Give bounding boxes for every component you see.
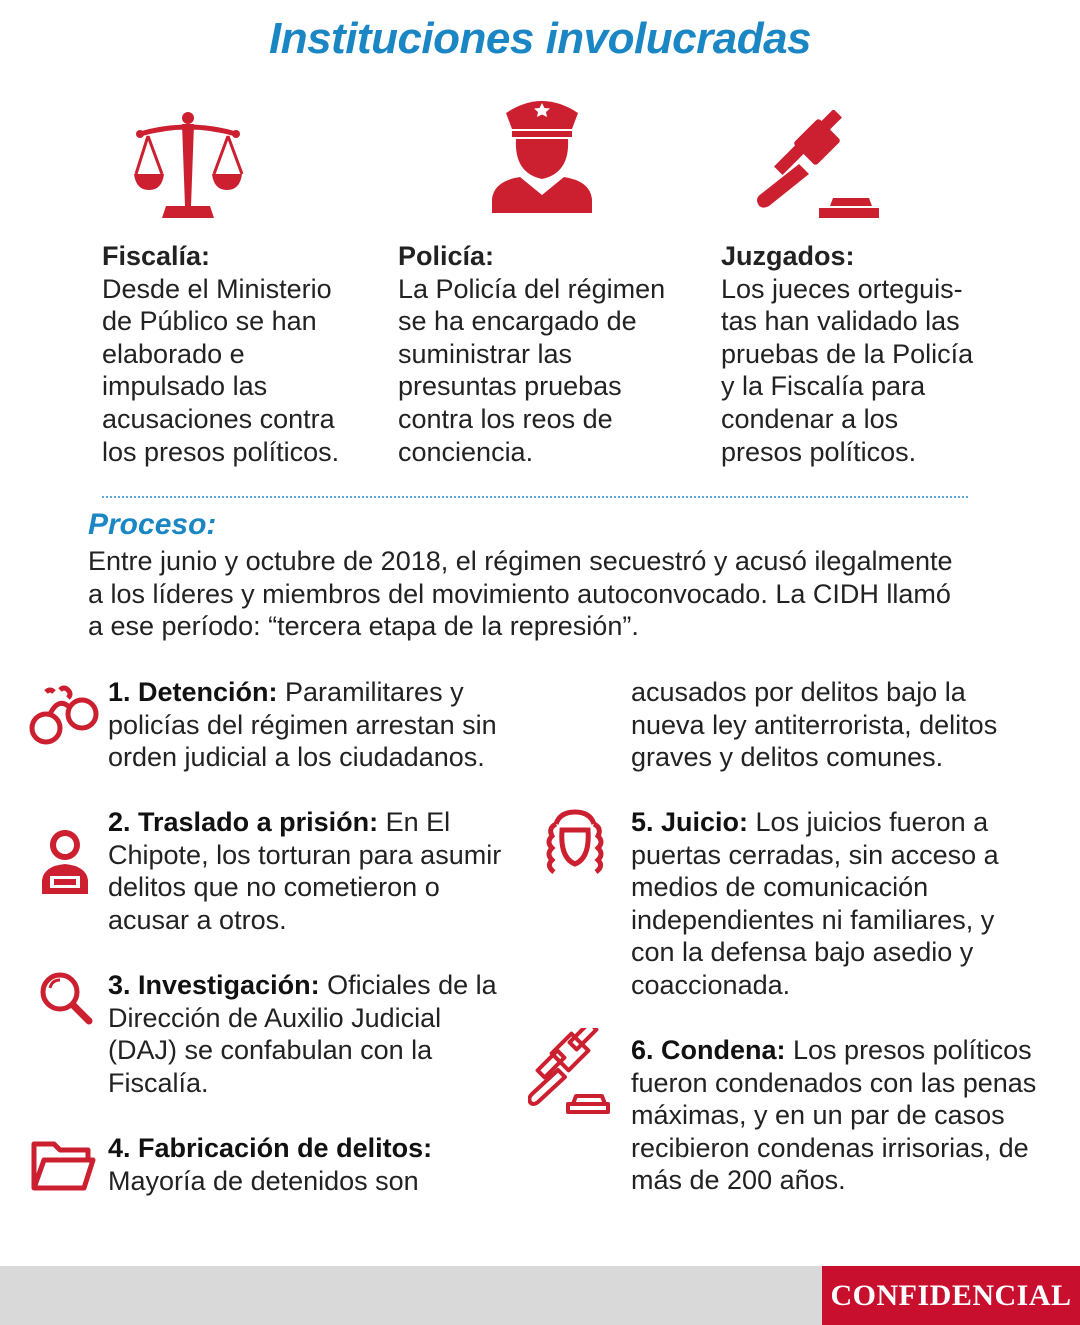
step-text: Los presos políticos fueron condenados con las penas máximas, y en un par de casos recibieron condenas irrisorias, de más de 200 años. — [631, 1035, 1037, 1196]
brand-logo: CONFIDENCIAL — [822, 1266, 1080, 1325]
gavel-small-icon — [528, 1028, 610, 1114]
step-text: En El Chipote, los torturan para asumir delitos que no cometieron o acusar a otros. — [108, 807, 502, 935]
institution-fiscalia — [102, 240, 339, 468]
institution-heading: Juzgados: — [721, 241, 855, 271]
institution-text: La Policía del régimen se ha encargado de suministrar las presuntas pruebas contra los reos de conciencia. — [398, 273, 666, 467]
step-heading: 3. Investigación: — [108, 970, 320, 1000]
step-heading: 4. Fabricación de delitos: — [108, 1133, 433, 1163]
step-heading: 5. Juicio: — [631, 807, 749, 837]
institution-heading: Fiscalía: — [102, 241, 211, 271]
institution-policia — [398, 240, 665, 468]
step-text: acusados por delitos bajo la nueva ley antiterrorista, delitos graves y delitos comunes. — [631, 677, 998, 773]
institution-juzgados — [721, 240, 973, 468]
prisoner-icon — [40, 828, 90, 896]
process-text: Entre junio y octubre de 2018, el régimen secuestró y acusó ilegalmente a los líderes y miembros del movimiento autoconvocado. La CIDH llamó a ese período: “tercera etapa de la represión”. — [88, 546, 953, 642]
step-heading: 6. Condena: — [631, 1035, 786, 1065]
institution-text: Desde el Ministerio de Público se han elaborado e impulsado las acusaciones contra los presos políticos. — [102, 273, 340, 467]
step-text: Paramilitares y policías del régimen arrestan sin orden judicial a los ciudadanos. — [108, 677, 497, 773]
step-text: Oficiales de la Dirección de Auxilio Judicial (DAJ) se confabulan con la Fiscalía. — [108, 970, 497, 1098]
handcuffs-icon — [28, 684, 100, 750]
institution-text: Los jueces orteguis- tas han validado las pruebas de la Policía y la Fiscalía para condenar a los presos políticos. — [721, 273, 974, 467]
step-investigacion — [108, 969, 497, 1099]
step-heading: 1. Detención: — [108, 677, 278, 707]
dotted-divider — [102, 496, 968, 498]
step-detencion — [108, 676, 497, 774]
scales-icon — [132, 110, 244, 220]
magnifier-icon — [38, 970, 94, 1026]
police-officer-icon — [486, 95, 598, 213]
step-text: Mayoría de detenidos son — [108, 1165, 419, 1196]
gavel-icon — [755, 110, 880, 220]
step-fabricacion-continued — [631, 676, 997, 774]
step-heading: 2. Traslado a prisión: — [108, 807, 379, 837]
step-fabricacion — [108, 1132, 432, 1197]
step-traslado — [108, 806, 501, 936]
judge-wig-icon — [542, 808, 608, 880]
step-juicio — [631, 806, 999, 1002]
page-title: Instituciones involucradas — [268, 14, 812, 63]
step-condena — [631, 1034, 1036, 1197]
process-title: Proceso: — [88, 508, 217, 541]
institution-heading: Policía: — [398, 241, 495, 271]
folder-icon — [30, 1138, 96, 1192]
step-text: Los juicios fueron a puertas cerradas, sin acceso a medios de comunicación independientes ni familiares, y con la defensa bajo asedio y coaccionada. — [631, 807, 999, 1000]
